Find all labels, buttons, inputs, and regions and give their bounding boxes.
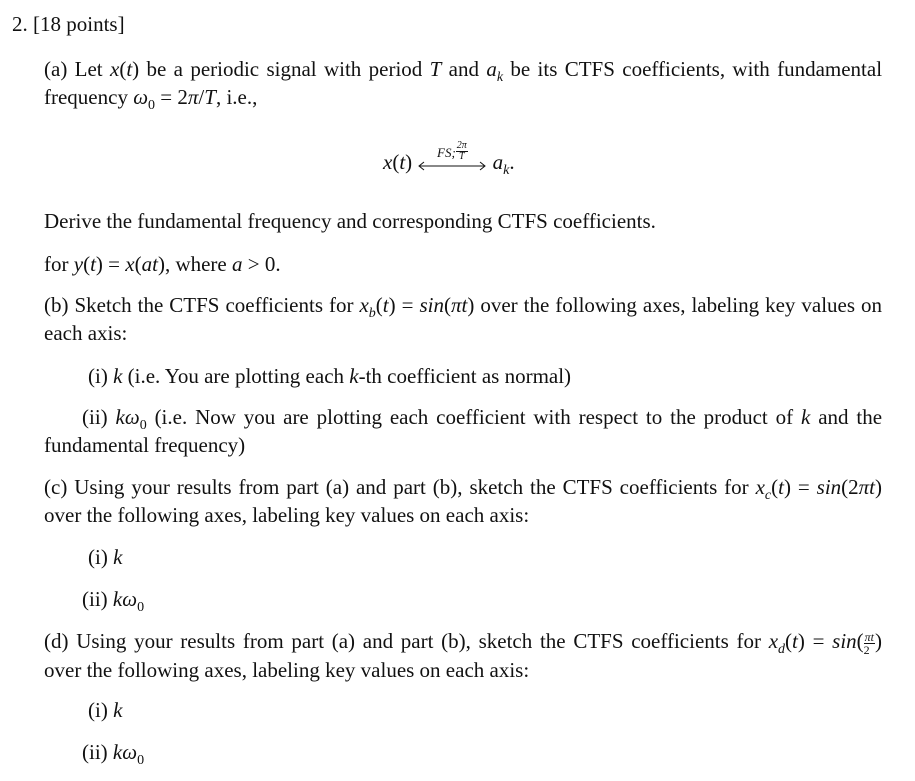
problem-number: 2. bbox=[12, 12, 28, 36]
part-b-ii: (ii) $k\omega_0$ (i.e. Now you are plotting each coefficient with respect to the product of k and the fundamental frequency) bbox=[44, 405, 883, 457]
part-d-ii: (ii) $k\omega_0$ bbox=[82, 740, 145, 768]
part-c-i: (i) k bbox=[88, 545, 123, 569]
math-a-k: $a_k$ bbox=[486, 57, 504, 85]
part-d-intro: (d) Using your results from part (a) and part (b), sketch the CTFS coefficients for $x_d(t) = \sin$( $\frac{\pi t}{2}$ ) over the following axes, labeling key values on each axis: bbox=[44, 629, 883, 682]
part-b-intro: (b) Sketch the CTFS coefficients for $x_b(t) = \sin(\pi t)$ over the following axes, labeling key values on each axis: bbox=[44, 293, 883, 345]
part-c-ii: (ii) $k\omega_0$ bbox=[82, 587, 145, 615]
part-c-label: (c) bbox=[44, 475, 68, 499]
part-d-label: (d) bbox=[44, 629, 69, 653]
problem-points: [18 points] bbox=[33, 12, 125, 36]
part-b-label: (b) bbox=[44, 293, 69, 317]
derive-instruction: Derive the fundamental frequency and corresponding CTFS coefficients. bbox=[44, 209, 656, 233]
math-period-T: T bbox=[429, 57, 442, 81]
scaling-condition: for y(t) = x(at), where a > 0. bbox=[44, 252, 281, 276]
problem-heading bbox=[12, 10, 850, 38]
part-b-i: (i) k (i.e. You are plotting each k-th coefficient as normal) bbox=[88, 364, 572, 388]
part-a-label: (a) bbox=[44, 57, 68, 81]
part-c-intro: (c) Using your results from part (a) and part (b), sketch the CTFS coefficients for $x_c(t) = \sin(2\pi t)$ over the following axes, labeling key values on each axis: bbox=[44, 475, 883, 527]
fourier-pair-equation: x(t) FS; $\frac{2\pi}{T}$ $a_k$. bbox=[383, 140, 515, 178]
fourier-pair-arrow: FS; $\frac{2\pi}{T}$ bbox=[417, 150, 487, 178]
part-d-i: (i) k bbox=[88, 698, 123, 722]
math-x-of-t: x bbox=[109, 57, 120, 81]
part-a-intro: (a) Let x(t) be a periodic signal with period T and $a_k$ be its CTFS coefficients, with fundamental frequency $\omega_0 = 2\pi/T$, i.e., bbox=[44, 57, 883, 113]
math-omega0: $\omega_0$ bbox=[133, 85, 156, 113]
